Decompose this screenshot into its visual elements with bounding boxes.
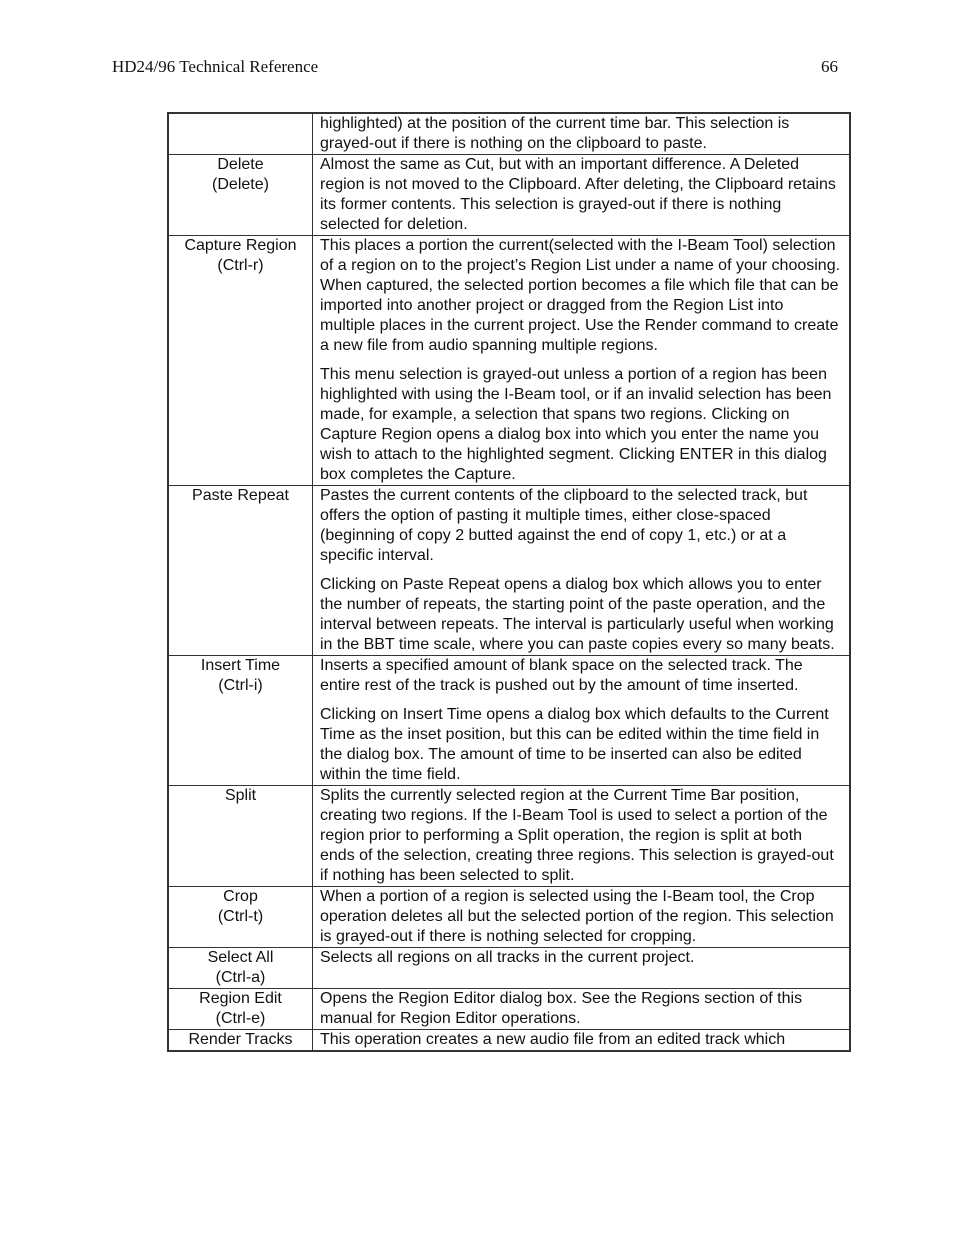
command-shortcut: (Ctrl-t) bbox=[217, 908, 264, 925]
command-name: Capture Region bbox=[184, 237, 297, 254]
command-shortcut: (Ctrl-r) bbox=[217, 257, 264, 274]
table-row bbox=[168, 887, 850, 948]
description-paragraph: This operation creates a new audio file from an edited track which bbox=[320, 1031, 786, 1048]
description-paragraph: Almost the same as Cut, but with an important difference. A Deleted region is not moved to the Clipboard. After deleting, the Clipboard retains its former contents. This selection is grayed-out if there is nothing selected for deletion. bbox=[320, 156, 836, 233]
command-cell bbox=[168, 786, 313, 887]
command-cell bbox=[168, 887, 313, 948]
description-cell bbox=[313, 989, 851, 1030]
description-paragraph: This places a portion the current(selected with the I-Beam Tool) selection of a region on to the project’s Region List under a name of your choosing. When captured, the selected portion becomes a file which file that can be imported into another project or dragged from the Region List into multiple places in the current project. Use the Render command to create a new file from audio spanning multiple regions. bbox=[320, 237, 841, 354]
command-shortcut: (Ctrl-a) bbox=[215, 969, 266, 986]
command-name: Select All bbox=[207, 949, 274, 966]
description-paragraph: Splits the currently selected region at the Current Time Bar position, creating two regions. If the I-Beam Tool is used to select a portion of the region prior to performing a Split operation, the region is split at both ends of the selection, creating three regions. This selection is grayed-out if nothing has been selected to split. bbox=[320, 787, 834, 884]
table-row bbox=[168, 989, 850, 1030]
command-name: Delete bbox=[217, 156, 264, 173]
command-shortcut: (Ctrl-i) bbox=[218, 677, 263, 694]
description-cell bbox=[313, 786, 851, 887]
command-name: Paste Repeat bbox=[192, 487, 289, 504]
table-row bbox=[168, 786, 850, 887]
table-row bbox=[168, 113, 850, 155]
command-cell bbox=[168, 948, 313, 989]
description-paragraph: Pastes the current contents of the clipboard to the selected track, but offers the option of pasting it multiple times, either close-spaced (beginning of copy 2 butted against the end of copy 1, etc.) or at a specific interval. bbox=[320, 487, 808, 564]
command-name: Split bbox=[224, 787, 257, 804]
command-name: Insert Time bbox=[200, 657, 281, 674]
description-paragraph: Clicking on Insert Time opens a dialog box which defaults to the Current Time as the inset position, but this can be edited within the time field in the dialog box. The amount of time to be inserted can also be edited within the time field. bbox=[320, 706, 829, 783]
command-reference-table bbox=[167, 112, 851, 1052]
description-paragraph: Inserts a specified amount of blank space on the selected track. The entire rest of the track is pushed out by the amount of time inserted. bbox=[320, 657, 803, 694]
description-cell bbox=[313, 486, 851, 656]
description-cell bbox=[313, 155, 851, 236]
description-paragraph: Selects all regions on all tracks in the current project. bbox=[320, 949, 695, 966]
command-cell bbox=[168, 989, 313, 1030]
description-cell bbox=[313, 1030, 851, 1052]
command-cell bbox=[168, 1030, 313, 1052]
description-cell bbox=[313, 656, 851, 786]
description-cell bbox=[313, 887, 851, 948]
document-title: HD24/96 Technical Reference bbox=[112, 57, 319, 76]
page-number: 66 bbox=[821, 57, 838, 76]
description-paragraph: Clicking on Paste Repeat opens a dialog box which allows you to enter the number of repeats, the starting point of the paste operation, and the interval between repeats. The interval is particularly useful when working in the BBT time scale, where you can paste copies every so many beats. bbox=[320, 576, 835, 653]
command-cell bbox=[168, 656, 313, 786]
command-name: Crop bbox=[223, 888, 258, 905]
description-cell bbox=[313, 113, 851, 155]
description-paragraph: This menu selection is grayed-out unless a portion of a region has been highlighted with using the I-Beam tool, or if an invalid selection has been made, for example, a selection that spans two regions. Clicking on Capture Region opens a dialog box into which you enter the name you wish to attach to the highlighted segment. Clicking ENTER in this dialog box completes the Capture. bbox=[320, 366, 832, 483]
command-cell bbox=[168, 486, 313, 656]
table-row bbox=[168, 656, 850, 786]
command-cell bbox=[168, 113, 313, 155]
command-shortcut: (Ctrl-e) bbox=[215, 1010, 266, 1027]
table-row bbox=[168, 948, 850, 989]
command-cell bbox=[168, 236, 313, 486]
command-name: Render Tracks bbox=[188, 1031, 293, 1048]
command-shortcut: (Delete) bbox=[212, 176, 269, 193]
table-row bbox=[168, 486, 850, 656]
description-cell bbox=[313, 948, 851, 989]
table-body bbox=[168, 113, 850, 1051]
description-cell bbox=[313, 236, 851, 486]
description-paragraph: When a portion of a region is selected using the I-Beam tool, the Crop operation deletes all but the selected portion of the region. This selection is grayed-out if there is nothing selected for cropping. bbox=[320, 888, 834, 945]
command-cell bbox=[168, 155, 313, 236]
command-name: Region Edit bbox=[199, 990, 282, 1007]
table-row bbox=[168, 1030, 850, 1052]
table-row bbox=[168, 236, 850, 486]
description-paragraph: Opens the Region Editor dialog box. See the Regions section of this manual for Region Editor operations. bbox=[320, 990, 803, 1027]
table-row bbox=[168, 155, 850, 236]
description-paragraph: highlighted) at the position of the current time bar. This selection is grayed-out if there is nothing on the clipboard to paste. bbox=[320, 115, 790, 152]
